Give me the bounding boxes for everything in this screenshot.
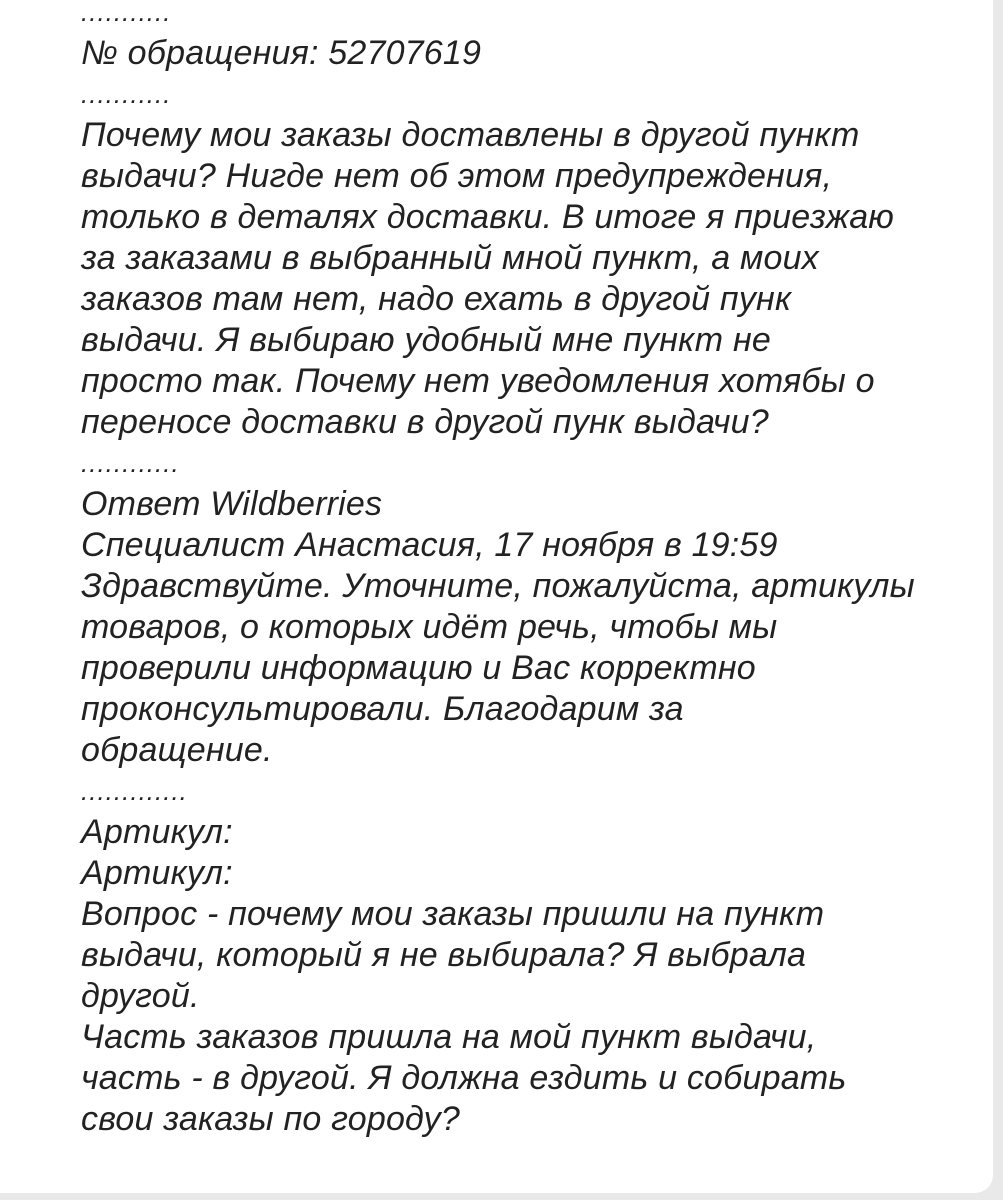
followup-line: Вопрос - почему мои заказы пришли на пункт [81,895,825,933]
followup-line: Часть заказов пришла на мой пункт выдачи, [81,1018,817,1056]
followup-line: выдачи, который я не выбирала? Я выбрала [81,936,807,974]
question-line: заказов там нет, надо ехать в другой пунк [81,280,792,318]
message-text [81,0,981,1140]
followup-line: свои заказы по городу? [81,1100,460,1138]
specialist-info: Специалист Анастасия, 17 ноября в 19:59 [81,526,778,564]
separator: ........... [81,79,172,109]
followup-line: часть - в другой. Я должна ездить и собирать [81,1059,847,1097]
answer-line: проконсультировали. Благодарим за [81,690,684,728]
answer-line: товаров, о которых идёт речь, чтобы мы [81,608,778,646]
answer-line: обращение. [81,731,273,769]
ticket-number: № обращения: 52707619 [81,34,482,72]
question-line: за заказами в выбранный мной пункт, а моих [81,239,819,277]
separator: ............. [81,776,188,806]
answer-line: проверили информацию и Вас корректно [81,649,756,687]
question-line: только в деталях доставки. В итоге я приезжаю [81,198,895,236]
article-line: Артикул: [81,813,233,851]
question-line: выдачи? Нигде нет об этом предупреждения, [81,157,833,195]
question-line: просто так. Почему нет уведомления хотябы о [81,362,875,400]
followup-line: другой. [81,977,200,1015]
answer-header: Ответ Wildberries [81,485,383,523]
question-line: Почему мои заказы доставлены в другой пункт [81,116,860,154]
question-line: переносе доставки в другой пунк выдачи? [81,403,769,441]
separator: ........... [81,0,172,27]
separator: ............ [81,448,180,478]
answer-line: Здравствуйте. Уточните, пожалуйста, артикулы [81,567,915,605]
article-line: Артикул: [81,854,233,892]
question-line: выдачи. Я выбираю удобный мне пункт не [81,321,771,359]
